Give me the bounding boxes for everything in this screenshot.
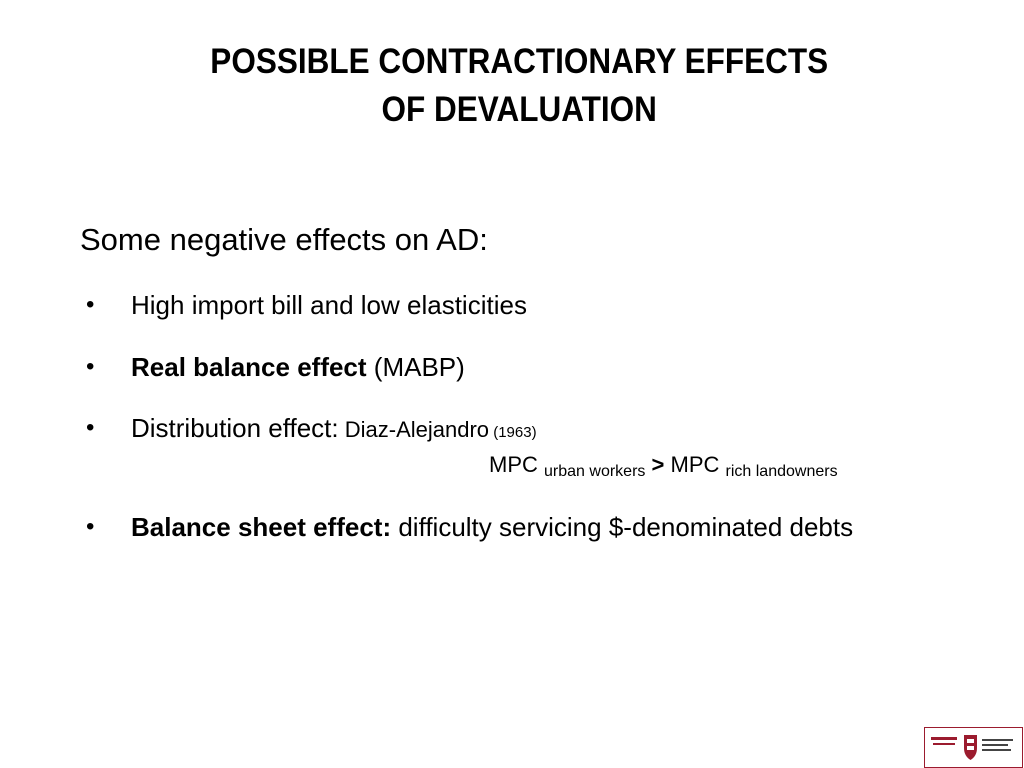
bullet-marker: •	[86, 414, 95, 441]
bullet-text	[131, 350, 465, 384]
mpc-right-subscript: rich landowners	[725, 463, 838, 480]
slide-title-line-1: POSSIBLE CONTRACTIONARY EFFECTS	[210, 42, 829, 81]
bullet-marker: •	[86, 291, 95, 318]
shield-detail	[967, 739, 974, 743]
institution-logo-graphic	[925, 728, 1022, 767]
bullet-marker: •	[86, 513, 95, 540]
mpc-left-subscript: urban workers	[544, 463, 646, 480]
mpc-left: MPC	[489, 452, 538, 477]
bullet-author-text: Diaz-Alejandro	[338, 417, 490, 442]
bullet-main-text: Distribution effect:	[131, 413, 339, 443]
bullet-rest-text: (MABP)	[366, 352, 465, 382]
shield-detail	[967, 746, 974, 750]
mpc-operator: >	[651, 452, 665, 477]
logo-text-bar	[982, 739, 1013, 741]
mpc-comparison	[489, 448, 838, 485]
slide-title-line-2: OF DEVALUATION	[381, 90, 657, 129]
bullet-bold-text: Real balance effect	[131, 352, 367, 382]
bullet-text: High import bill and low elasticities	[131, 290, 527, 320]
bullet-rest-text: difficulty servicing $-denominated debts	[391, 512, 854, 542]
bullet-bold-text: Balance sheet effect:	[131, 512, 392, 542]
bullet-text	[131, 411, 537, 450]
slide-title	[51, 38, 987, 134]
bullet-text	[131, 510, 853, 544]
bullet-year-text: (1963)	[489, 424, 537, 441]
logo-text-bar	[933, 743, 955, 745]
intro-text: Some negative effects on AD:	[80, 222, 488, 257]
bullet-marker: •	[86, 353, 95, 380]
logo-text-bar	[931, 737, 957, 740]
logo-text-bar	[982, 744, 1008, 746]
institution-logo	[924, 727, 1023, 768]
mpc-right: MPC	[670, 452, 720, 477]
logo-text-bar	[982, 749, 1011, 751]
